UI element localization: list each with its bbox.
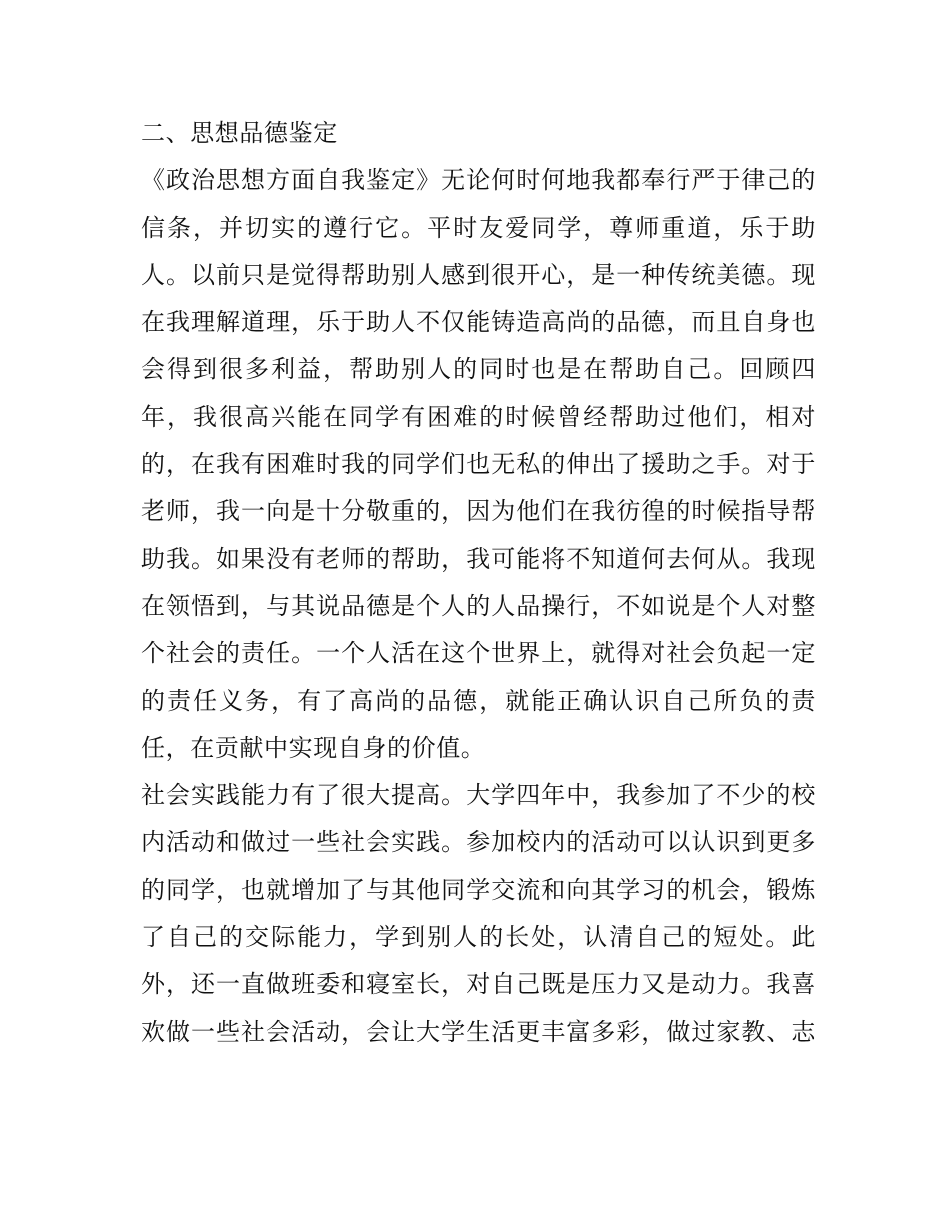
text-line: 年，我很高兴能在同学有困难的时候曾经帮助过他们，相对	[141, 402, 816, 431]
text-line: 在领悟到，与其说品德是个人的人品操行，不如说是个人对整	[141, 591, 816, 620]
text-line: 在我理解道理，乐于助人不仅能铸造高尚的品德，而且自身也	[141, 308, 816, 337]
text-line: 《政治思想方面自我鉴定》无论何时何地我都奉行严于律己的	[141, 166, 816, 195]
text-line: 任，在贡献中实现自身的价值。	[141, 733, 486, 762]
text-line: 助我。如果没有老师的帮助，我可能将不知道何去何从。我现	[141, 544, 816, 573]
text-line: 老师，我一向是十分敬重的，因为他们在我彷徨的时候指导帮	[141, 497, 816, 526]
text-line: 的责任义务，有了高尚的品德，就能正确认识自己所负的责	[141, 686, 816, 715]
text-line: 的同学，也就增加了与其他同学交流和向其学习的机会，锻炼	[141, 875, 816, 904]
text-line: 欢做一些社会活动，会让大学生活更丰富多彩，做过家教、志	[141, 1017, 816, 1046]
text-line: 人。以前只是觉得帮助别人感到很开心，是一种传统美德。现	[141, 260, 816, 289]
text-line: 的，在我有困难时我的同学们也无私的伸出了援助之手。对于	[141, 450, 816, 479]
document-body	[141, 110, 816, 1056]
text-line: 会得到很多利益，帮助别人的同时也是在帮助自己。回顾四	[141, 355, 816, 384]
text-line: 信条，并切实的遵行它。平时友爱同学，尊师重道，乐于助	[141, 213, 816, 242]
text-line: 内活动和做过一些社会实践。参加校内的活动可以认识到更多	[141, 828, 816, 857]
text-line: 个社会的责任。一个人活在这个世界上，就得对社会负起一定	[141, 639, 816, 668]
section-heading: 二、思想品德鉴定	[141, 119, 338, 147]
text-line: 了自己的交际能力，学到别人的长处，认清自己的短处。此	[141, 923, 816, 952]
text-line: 社会实践能力有了很大提高。大学四年中，我参加了不少的校	[141, 781, 816, 810]
text-line: 外，还一直做班委和寝室长，对自己既是压力又是动力。我喜	[141, 970, 816, 999]
